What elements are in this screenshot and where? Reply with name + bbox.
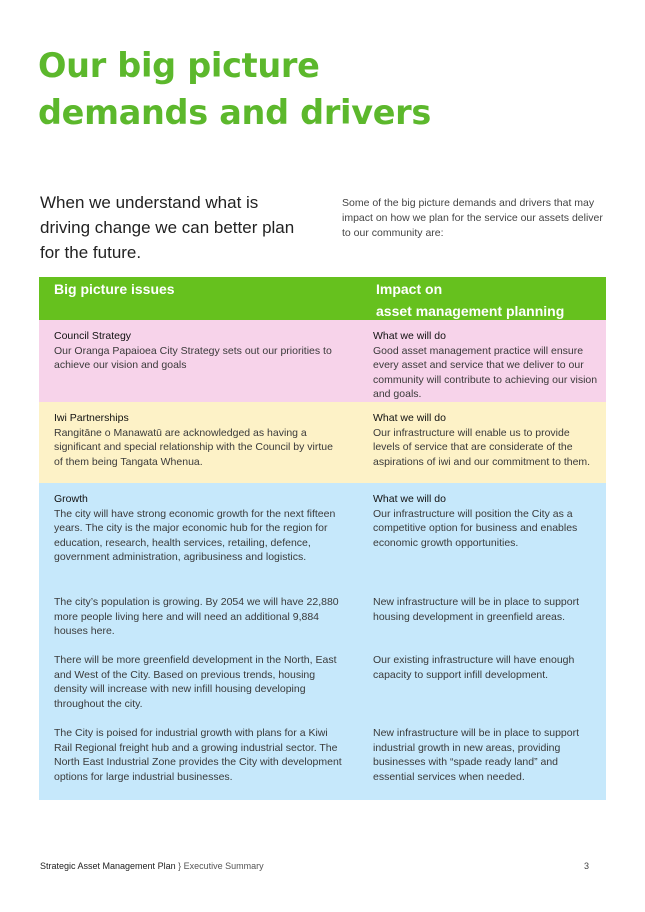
footer-section: Executive Summary (183, 861, 264, 871)
row-iwi-partnerships (39, 402, 606, 483)
growth-impact-heading: What we will do (373, 493, 446, 505)
greenfield-impact-text: Our existing infrastructure will have enough capacity to support infill development. (373, 654, 575, 681)
greenfield-issue-text: There will be more greenfield development in the North, East and West of the City. Based on previous trends, housing density will increase with new infill housing developing throughout the city. (54, 654, 337, 710)
row-growth (39, 483, 606, 800)
iwi-partnerships-impact (373, 411, 598, 469)
iwi-partnerships-heading: Iwi Partnerships (54, 412, 129, 424)
industrial-impact-text: New infrastructure will be in place to support industrial growth in new areas, providing businesses with “spade ready land” and essential services when needed. (373, 727, 580, 783)
header-big-picture-issues: Big picture issues (54, 281, 175, 297)
page-number: 3 (584, 861, 590, 871)
page-title-line-2: demands and drivers (38, 93, 432, 132)
footer (40, 861, 264, 871)
iwi-partnerships-impact-text: Our infrastructure will enable us to provide levels of service that are considerate of the aspirations of iwi and our commitment to them. (373, 426, 591, 468)
council-strategy-issue (54, 329, 344, 373)
industrial-issue-text: The City is poised for industrial growth with plans for a Kiwi Rail Regional freight hub and a growing industrial sector. The North East Industrial Zone provides the City with development options for large industrial businesses. (54, 727, 342, 783)
page-title-line-1: Our big picture (38, 46, 320, 85)
iwi-partnerships-issue (54, 411, 344, 469)
growth-impact (373, 492, 598, 550)
council-strategy-impact-heading: What we will do (373, 330, 446, 342)
council-strategy-heading: Council Strategy (54, 330, 132, 342)
lead-text: When we understand what is driving change we can better plan for the future. (40, 193, 295, 262)
growth-impact-text: Our infrastructure will position the City as a competitive option for business and enables economic growth opportunities. (373, 507, 578, 549)
growth-issue (54, 492, 344, 565)
intro-text: Some of the big picture demands and drivers that may impact on how we plan for the service our assets deliver to our community are: (342, 197, 603, 239)
header-impact-line-2: asset management planning (376, 303, 565, 319)
page-title (38, 42, 431, 136)
footer-doc-title: Strategic Asset Management Plan (40, 861, 176, 871)
council-strategy-text: Our Oranga Papaioea City Strategy sets out our priorities to achieve our vision and goals (54, 344, 332, 372)
header-impact (376, 278, 564, 322)
population-impact-text: New infrastructure will be in place to support housing development in greenfield areas. (373, 596, 580, 623)
iwi-partnerships-impact-heading: What we will do (373, 412, 446, 424)
header-impact-line-1: Impact on (376, 281, 443, 297)
growth-heading: Growth (54, 493, 88, 505)
population-issue-text: The city’s population is growing. By 2054 we will have 22,880 more people living here and will need an additional 9,884 houses here. (54, 596, 339, 638)
row-council-strategy (39, 320, 606, 402)
iwi-partnerships-text: Rangitāne o Manawatū are acknowledged as having a significant and special relationship with the Council by virtue of them being Tangata Whenua. (54, 426, 333, 468)
growth-text: The city will have strong economic growth for the next fifteen years. The city is the major economic hub for the region for education, research, health services, retailing, defence, government administration, agribusiness and logistics. (54, 507, 336, 564)
table-header (39, 277, 606, 320)
council-strategy-impact-text: Good asset management practice will ensure every asset and service that we deliver to our community will contribute to achieving our vision and goals. (373, 344, 598, 401)
council-strategy-impact (373, 329, 598, 402)
footer-separator: } (178, 861, 182, 871)
